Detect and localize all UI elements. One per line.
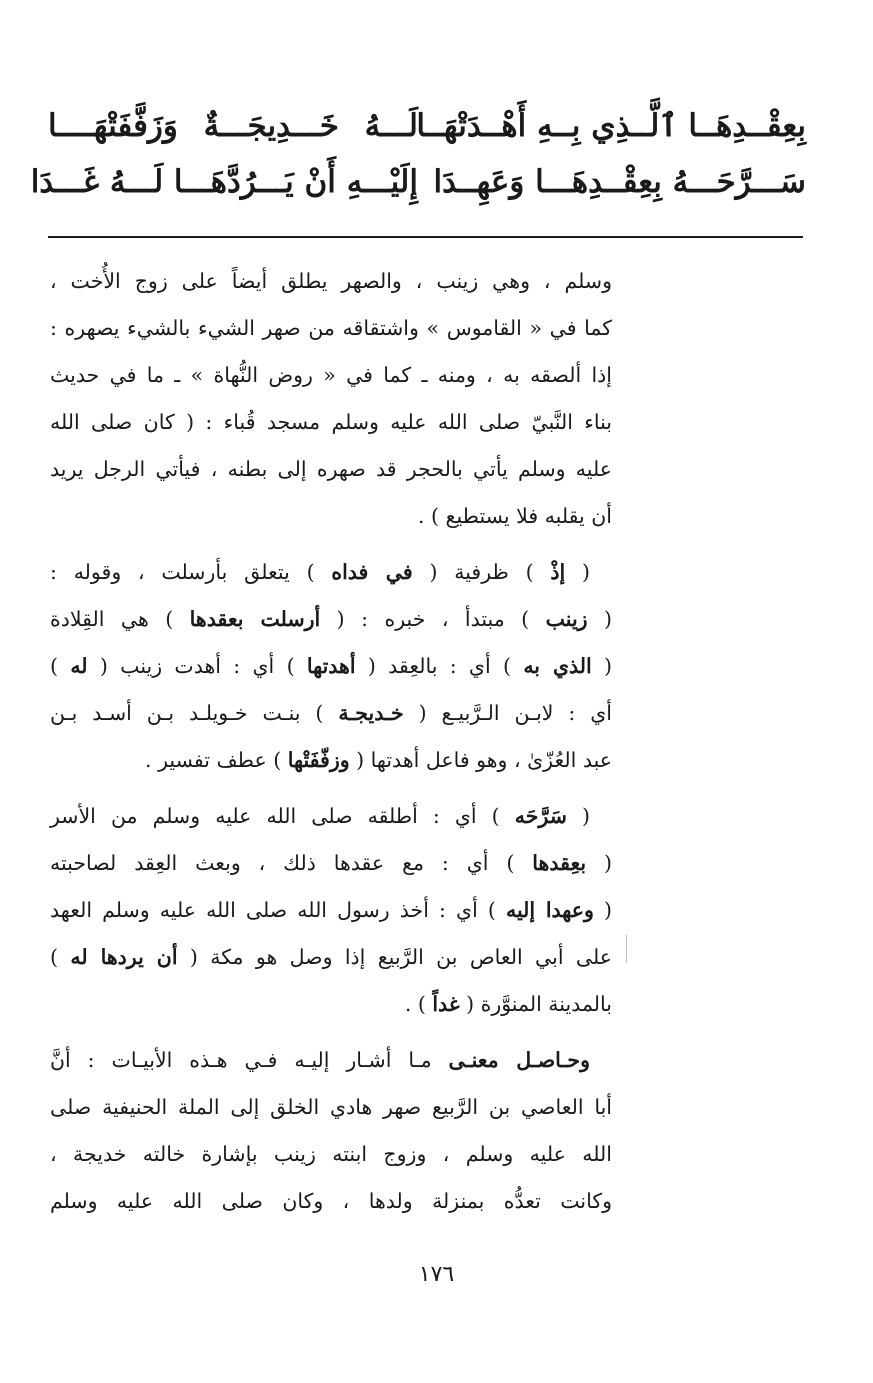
text-line: كما في « القاموس » واشتقاقه من صهر الشيء بالشيء يصهره : <box>50 316 612 340</box>
text-line: على أبي العاص بن الرَّبيع إذا وصل هو مكة ( أن يردها له ) <box>50 945 612 969</box>
paragraph-4 <box>50 1037 612 1225</box>
paragraph-3 <box>50 793 612 1028</box>
margin-mark <box>626 935 627 963</box>
keyword: أن يردها له <box>70 945 178 969</box>
commentary <box>50 258 612 1234</box>
paragraph-2 <box>50 549 612 784</box>
text-line: إذا ألصقه به ، ومنه ـ كما في « روض النُّهاة » ـ ما في حديث <box>50 363 612 387</box>
text-line: وكانت تعدُّه بمنزلة ولدها ، وكان صلى الله عليه وسلم <box>50 1189 612 1213</box>
text-line: بالمدينة المنوَّرة ( غداً ) . <box>404 992 612 1016</box>
paragraph-1 <box>50 258 612 540</box>
keyword: في فداه <box>331 560 413 584</box>
text-line: ( الذي به ) أي : بالعِقد ( أهدتها ) أي : أهدت زينب ( له ) <box>50 654 613 678</box>
text-line: ( إذْ ) ظرفية ( في فداه ) يتعلق بأرسلت ، وقوله : <box>50 560 590 584</box>
keyword: زينب <box>545 607 588 631</box>
page-number: ١٧٦ <box>418 1262 455 1287</box>
verse-line <box>48 98 806 154</box>
keyword: الذي به <box>523 654 592 678</box>
verse-hemistich-first: سَـــرَّحَـــهُ بِعِقْــدِهَـــا وَعَهِــدَا <box>433 164 806 200</box>
text-line: ( زينب ) مبتدأ ، خبره : ( أرسلت بعقدها ) هي القِلادة <box>50 607 612 631</box>
verse-hemistich-second: إِلَيْـــهِ أَنْ يَـــرُدَّهَـــا لَـــهُ غَـــدَا <box>30 164 418 200</box>
keyword: إذْ <box>550 560 566 584</box>
text-line: أي : لابـن الـرَّبيـع ( خـديجـة ) بنـت خـويلـد بـن أسـد بـن <box>50 701 612 725</box>
keyword: وعهدا إليه <box>506 898 594 922</box>
text-line: عبد العُزّىٰ ، وهو فاعل أهدتها ( وزفّفَتْها ) عطف تفسير . <box>145 748 612 772</box>
keyword: سَرَّحَه <box>514 804 567 828</box>
text-line: بناء النَّبيّ صلى الله عليه وسلم مسجد قُباء : ( كان صلى الله <box>50 410 612 434</box>
keyword: وحـاصـل معنـى <box>448 1048 590 1072</box>
keyword: خـديجـة <box>338 701 404 725</box>
keyword: أرسلت بعقدها <box>189 607 321 631</box>
separator-rule <box>48 236 803 238</box>
keyword: بعِقدها <box>532 851 587 875</box>
text-line: عليه وسلم يأتي بالحجر قد صهره إلى بطنه ، فيأتي الرجل يريد <box>50 457 612 481</box>
text-line: ( سَرَّحَه ) أي : أطلقه صلى الله عليه وسلم من الأسر <box>50 804 590 828</box>
text-line: وسلم ، وهي زينب ، والصهر يطلق أيضاً على زوج الأُخت ، <box>50 269 612 293</box>
text-line: ( وعهدا إليه ) أي : أخذ رسول الله صلى الله عليه وسلم العهد <box>50 898 612 922</box>
keyword: وزفّفَتْها <box>287 748 350 772</box>
text-line: وحـاصـل معنـى مـا أشـار إليـه فـي هـذه الأبيـات : أنَّ <box>50 1048 590 1072</box>
text-line: ( بعِقدها ) أي : مع عقدها ذلك ، وبعث العِقد لصاحبته <box>50 851 613 875</box>
keyword: له <box>70 654 88 678</box>
keyword: أهدتها <box>306 654 356 678</box>
text-line: أبا العاصي بن الرَّبيع صهر هادي الخلق إلى الملة الحنيفية صلى <box>50 1095 612 1119</box>
verse-hemistich-second: لَـــهُ خَـــدِيجَـــةٌ وَزَفَّفَتْهَــــا <box>48 108 418 144</box>
verse-block <box>30 98 806 210</box>
keyword: غداً <box>432 992 460 1016</box>
text-line: الله عليه وسلم ، وزوج ابنته زينب بإشارة خالته خديجة ، <box>50 1142 612 1166</box>
verse-hemistich-first: بِعِقْــدِهَــا ٱلَّــذِي بِــهِ أَهْــدَتْهَــا <box>416 108 806 144</box>
text-line: أن يقلبه فلا يستطيع ) . <box>417 504 612 528</box>
verse-line <box>30 154 806 210</box>
